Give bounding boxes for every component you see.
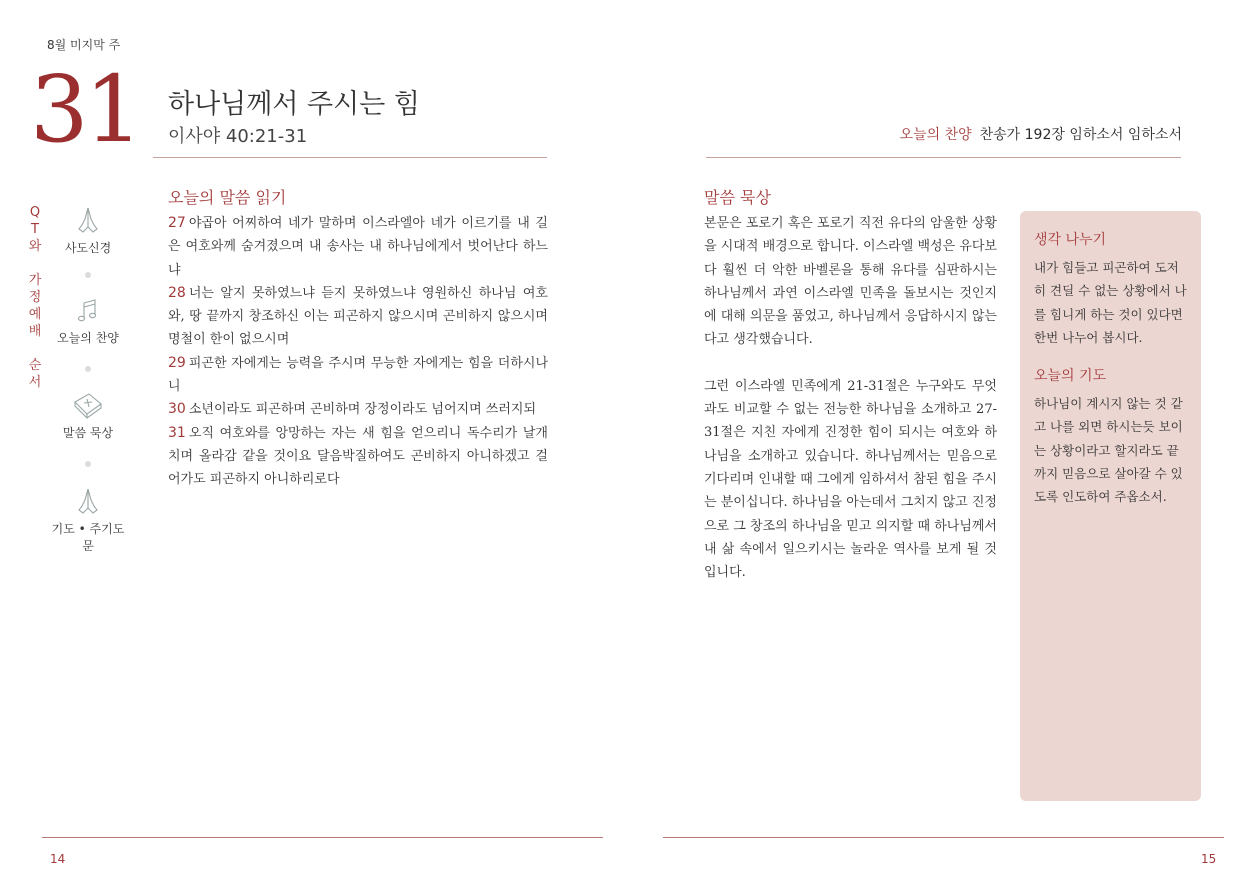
- meditation-heading: 말씀 묵상: [704, 188, 771, 207]
- praying-hands-icon: [73, 486, 103, 516]
- prayer-text: 하나님이 계시지 않는 것 같고 나를 외면 하시는듯 보이는 상황이라고 할지라도 끝까지 믿음으로 살아갈 수 있도록 인도하여 주옵소서.: [1034, 396, 1183, 505]
- verse-text: 오직 여호와를 앙망하는 자는 새 힘을 얻으리니 독수리가 날개치며 올라감 같을 것이요 달음박질하여도 곤비하지 아니하겠고 걸어가도 피곤하지 아니하리로다: [168, 425, 548, 488]
- worship-order-vertical-label: Q T 와 가 정 예 배 순 서: [28, 205, 42, 390]
- page-number-right: 15: [1201, 852, 1217, 866]
- bible-icon: [72, 390, 104, 420]
- reading-heading: 오늘의 말씀 읽기: [168, 188, 287, 207]
- separator-dot: [85, 272, 91, 278]
- meditation-paragraph: 그런 이스라엘 민족에게 21-31절은 누구와도 무엇과도 비교할 수 없는 전능한 하나님을 소개하고 27-31절은 지친 자에게 진정한 힘이 되시는 여호와 하나님을 소개하고 있습니다. 하나님께서는 믿음으로 기다리며 인내할 때 그에게 임하셔서 참된 힘을 주시는 분이십니다. 하나님을 아는데서 그치지 않고 진정으로 그 창조의 하나님을 믿고 의지할 때 하나님께서 내 삶 속에서 일으키시는 놀라운 역사를 보게 될 것입니다.: [704, 378, 997, 581]
- meditation-body: [704, 212, 997, 607]
- separator-dot: [85, 366, 91, 372]
- header-rule-right: [706, 157, 1181, 158]
- verse-number: 28: [168, 284, 186, 301]
- sidebar-item-prayer: [48, 486, 128, 554]
- verse-list: [168, 212, 548, 492]
- verse-text: 소년이라도 피곤하며 곤비하며 장정이라도 넘어지며 쓰러지되: [188, 402, 536, 418]
- sharing-text: 내가 힘들고 피곤하여 도저히 견딜 수 없는 상황에서 나를 힘니게 하는 것이 있다면 한번 나누어 봅시다.: [1034, 260, 1187, 345]
- separator-dot: [85, 461, 91, 467]
- verse-number: 30: [168, 401, 186, 418]
- meditation-paragraph: 본문은 포로기 혹은 포로기 직전 유다의 암울한 상황을 시대적 배경으로 합니다. 이스라엘 백성은 유다보다 훨씬 더 악한 바벨론을 통해 유다를 심판하시는 하나님께서 과연 이스라엘 민족을 돌보시는 것인지에 대해 의문을 품었고, 하나님께서 응답하시지 않는다고 생각했습니다.: [704, 216, 997, 348]
- sidebar-item-meditation: [48, 390, 128, 441]
- praying-hands-icon: [73, 205, 103, 235]
- sidebar-item-label: 사도신경: [64, 241, 112, 255]
- page-title: 하나님께서 주시는 힘: [168, 89, 420, 120]
- sidebar-item-label: 말씀 묵상: [62, 426, 114, 440]
- music-note-icon: [73, 297, 103, 325]
- sidebar-item-label: 기도 • 주기도문: [51, 522, 125, 553]
- page-number-left: 14: [50, 852, 66, 866]
- verse-text: 야곱아 어찌하여 네가 말하며 이스라엘아 네가 이르기를 내 길은 여호와께 숨겨졌으며 내 송사는 내 하나님에게서 벗어난다 하느냐: [168, 216, 548, 278]
- verse-text: 피곤한 자에게는 능력을 주시며 무능한 자에게는 힘을 더하시나니: [168, 355, 548, 395]
- prayer-heading: 오늘의 기도: [1034, 368, 1107, 384]
- footer-rule-right: [663, 837, 1224, 838]
- verse-number: 31: [168, 424, 186, 441]
- hymn-label: 오늘의 찬양: [899, 127, 972, 143]
- verse-text: 너는 알지 못하였느냐 듣지 못하였느냐 영원하신 하나님 여호와, 땅 끝까지 창조하신 이는 피곤하지 않으시며 곤비하지 않으시며 명철이 한이 없으시며: [168, 285, 548, 348]
- scripture-reference: 이사야 40:21-31: [168, 126, 308, 147]
- hymn-line: [900, 124, 1182, 144]
- header-rule-left: [153, 157, 547, 158]
- hymn-text: 찬송가 192장 임하소서 임하소서: [979, 127, 1182, 143]
- sharing-heading: 생각 나누기: [1034, 232, 1107, 248]
- sidebar-item-label: 오늘의 찬양: [57, 331, 119, 345]
- day-number: 31: [30, 56, 140, 163]
- sharing-box: [1020, 211, 1201, 801]
- sidebar-item-hymn: [48, 297, 128, 346]
- footer-rule-left: [42, 837, 603, 838]
- sidebar-item-creed: [48, 205, 128, 256]
- verse-number: 29: [168, 354, 186, 371]
- week-label: 8월 미지막 주: [47, 38, 121, 52]
- verse-number: 27: [168, 215, 186, 231]
